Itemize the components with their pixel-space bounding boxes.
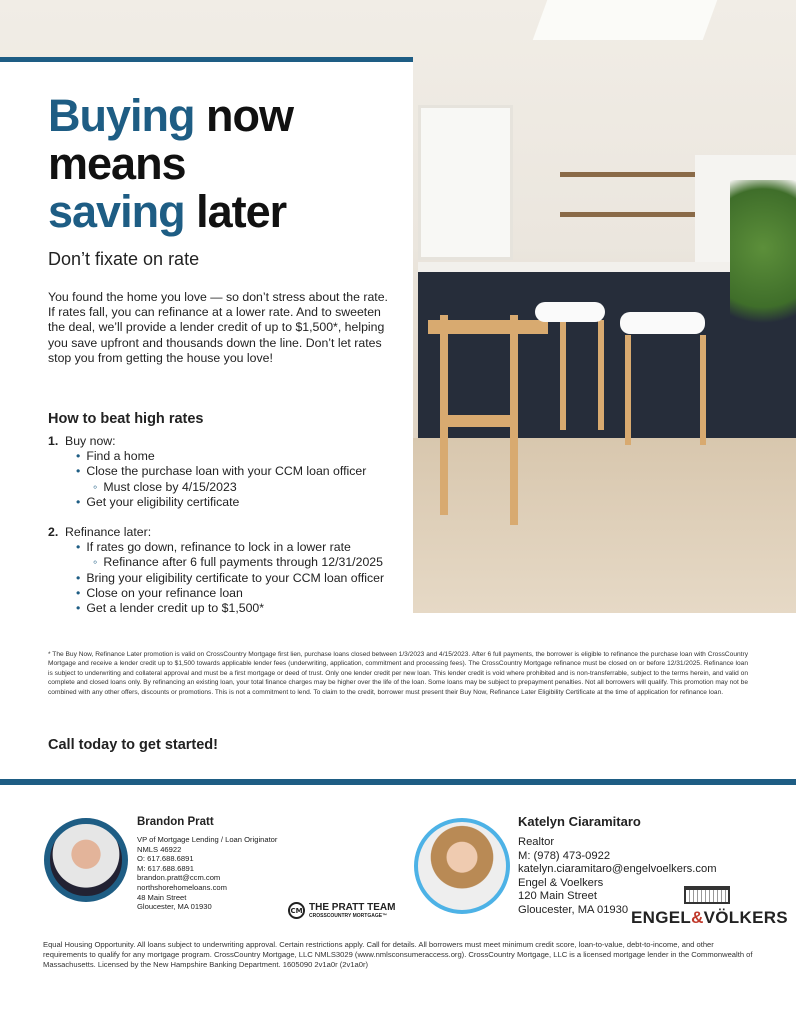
office-phone[interactable]: O: 617.688.6891 (137, 854, 194, 864)
title: VP of Mortgage Lending / Loan Originator (137, 835, 278, 844)
logo-title: THE PRATT TEAM (309, 901, 396, 913)
stool (700, 335, 706, 445)
chair-seat (440, 415, 518, 427)
list-item: • Get a lender credit up to $1,500* (48, 601, 384, 616)
list-item: • Close the purchase loan with your CCM loan officer (48, 464, 384, 479)
realtor-avatar (414, 818, 510, 914)
street: 48 Main Street (137, 892, 187, 902)
list-item: • Bring your eligibility certificate to your CCM loan officer (48, 571, 384, 586)
logo-subtitle: CROSSCOUNTRY MORTGAGE™ (309, 912, 388, 919)
step-number: 2. (48, 525, 59, 540)
headline-word: now (206, 90, 293, 141)
headline-word: saving (48, 186, 185, 237)
window (418, 105, 513, 260)
website-link[interactable]: northshorehomeloans.com (137, 882, 227, 892)
headline-word: later (196, 186, 287, 237)
loan-officer-details (137, 835, 277, 912)
steps-list (48, 434, 384, 616)
step-number: 1. (48, 434, 59, 448)
street: 120 Main Street (518, 890, 597, 902)
disclaimer: * The Buy Now, Refinance Later promotion is valid on CrossCountry Mortgage first lien, purchase loans closed between 1/3/2023 and 4/15/2023. After 6 full payments, the borrower is eligible to refinance the purchase loan with CrossCountry Mortgage and receive a lender credit up to $1,500 towards applicable lender fees (underwriting, application, commitment and processing fees). The CrossCountry Mortgage refinance must be closed on or before 12/31/2025. Refinance loan is subject to underwriting and collateral approval and must be a first mortgage or deed of trust. Only one lender credit per new loan. This lender credit is void where prohibited and is non-transferrable, subject to the terms herein, and valid on complete and closed loans only. By refinancing an existing loan, your total finance charges may be higher over the life of the loan. Some loans may be subject to prepayment penalties. Not all borrowers will qualify. This promotion may not be combined with any other offers, discounts or promotions. This is not a commitment to lend. To claim to the credit, borrower must present their Buy Now, Refinance Later Eligibility Certificate at the time of application for refinance loan. (48, 651, 748, 696)
stool (625, 335, 631, 445)
company: Engel & Voelkers (518, 876, 604, 889)
logo-ampersand: & (691, 908, 704, 927)
list-item: • Close on your refinance loan (48, 586, 384, 601)
email-link[interactable]: brandon.pratt@ccm.com (137, 873, 221, 883)
call-to-action: Call today to get started! (48, 737, 218, 753)
step-1 (48, 434, 384, 449)
email-link[interactable]: katelyn.ciaramitaro@engelvoelkers.com (518, 863, 717, 875)
step-label: Refinance later: (65, 525, 152, 540)
headline (48, 92, 293, 236)
mobile-phone[interactable]: M: (978) 473-0922 (518, 849, 611, 862)
logo-text: ENGEL (631, 908, 692, 927)
divider-bar (0, 779, 796, 785)
list-subitem: ◦ Refinance after 6 full payments through 12/31/2025 (48, 555, 384, 570)
title: Realtor (518, 836, 555, 848)
shelf (560, 172, 695, 177)
floor (413, 438, 796, 613)
ccm-logo-icon: CM (288, 902, 305, 919)
shelf (560, 212, 695, 217)
headline-word: means (48, 138, 186, 189)
skylight (533, 0, 718, 40)
pratt-team-logo (288, 902, 395, 919)
list-item: • If rates go down, refinance to lock in a lower rate (48, 540, 384, 555)
subtitle: Don’t fixate on rate (48, 249, 200, 269)
realtor-details (518, 836, 717, 917)
loan-officer-name: Brandon Pratt (137, 816, 214, 828)
list-subitem: ◦ Must close by 4/15/2023 (48, 480, 384, 495)
realtor-name: Katelyn Ciaramitaro (518, 814, 641, 829)
step-label: Buy now: (65, 434, 116, 448)
steps-title: How to beat high rates (48, 411, 204, 427)
list-item: • Find a home (48, 449, 384, 464)
stool-seat (535, 302, 605, 322)
stool (598, 320, 604, 430)
city: Gloucester, MA 01930 (518, 903, 629, 916)
list-item: • Get your eligibility certificate (48, 495, 384, 510)
city: Gloucester, MA 01930 (137, 902, 212, 912)
house-logo-icon (684, 886, 730, 904)
mobile-phone[interactable]: M: 617.688.6891 (137, 863, 194, 873)
plant (730, 180, 796, 350)
engel-volkers-logo (631, 908, 788, 928)
logo-text: VÖLKERS (703, 908, 788, 927)
footer-legal: Equal Housing Opportunity. All loans subject to underwriting approval. Certain restrictions apply. Call for details. All borrowers must meet minimum credit score, loan-to-value, debt-to-income, and other requirements to qualify for any mortgage program. CrossCountry Mortgage, LLC NMLS3029 (www.nmlsconsumeraccess.org). CrossCountry Mortgage, LLC is a licensed mortgage lender in the Commonwealth of Massachusetts. Licensed by the New Hampshire Banking Department. 1605090 2v1a0r (2v1a0r) (43, 940, 753, 969)
intro-paragraph: You found the home you love — so don’t stress about the rate. If rates fall, you can refinance at a lower rate. And to sweeten the deal, we’ll provide a lender credit of up to $1,500*, helping you save upfront and thousands down the line. Don’t let rates stop you from getting the house you love! (48, 290, 388, 365)
nmls: NMLS 46922 (137, 844, 182, 854)
headline-word: Buying (48, 90, 195, 141)
stool-seat (620, 312, 705, 334)
loan-officer-avatar (44, 818, 128, 902)
stool (560, 320, 566, 430)
step-2 (48, 525, 384, 540)
